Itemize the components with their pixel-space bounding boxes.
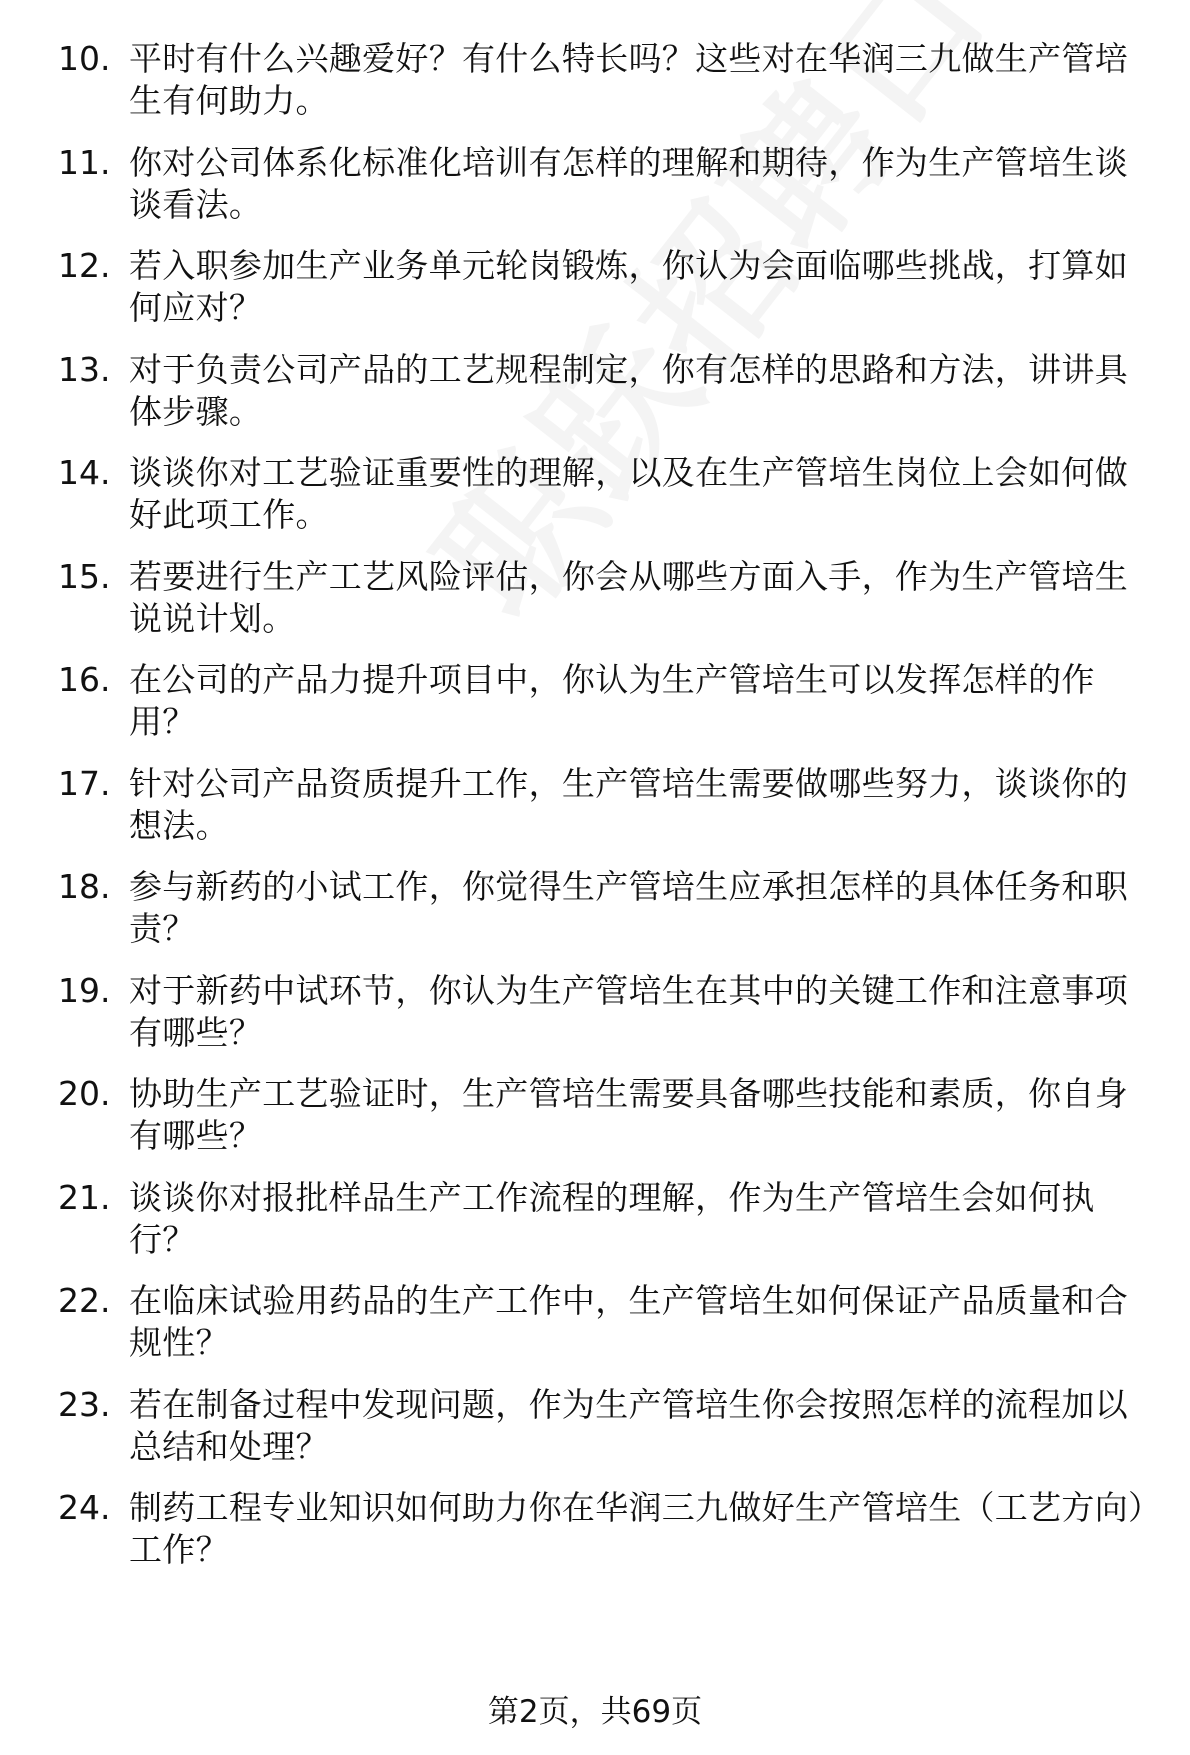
question-number: 20. xyxy=(58,1074,111,1113)
question-text: 在公司的产品力提升项目中，你认为生产管培生可以发挥怎样的作用？ xyxy=(129,660,1095,741)
question-text: 协助生产工艺验证时，生产管培生需要具备哪些技能和素质，你自身有哪些？ xyxy=(129,1074,1128,1155)
question-number: 17. xyxy=(58,763,111,803)
question-item xyxy=(58,1487,1148,1571)
question-item xyxy=(58,1384,1148,1468)
question-number: 10. xyxy=(58,39,111,78)
question-number: 18. xyxy=(58,867,111,906)
question-item xyxy=(58,1073,1148,1157)
question-number: 16. xyxy=(58,660,111,699)
question-item xyxy=(58,349,1148,433)
question-text: 平时有什么兴趣爱好？有什么特长吗？这些对在华润三九做生产管培生有何助力。 xyxy=(129,39,1128,120)
question-number: 22. xyxy=(58,1281,111,1320)
question-text: 对于负责公司产品的工艺规程制定，你有怎样的思路和方法，讲讲具体步骤。 xyxy=(129,349,1128,431)
question-item xyxy=(58,1280,1148,1364)
question-number: 11. xyxy=(58,142,111,182)
question-number: 14. xyxy=(58,453,111,492)
question-item xyxy=(58,142,1148,226)
question-number: 19. xyxy=(58,970,111,1010)
question-text: 若在制备过程中发现问题，作为生产管培生你会按照怎样的流程加以总结和处理？ xyxy=(129,1384,1128,1466)
question-item xyxy=(58,970,1148,1054)
question-text: 对于新药中试环节，你认为生产管培生在其中的关键工作和注意事项有哪些？ xyxy=(129,970,1128,1052)
question-text: 谈谈你对报批样品生产工作流程的理解，作为生产管培生会如何执行？ xyxy=(129,1177,1095,1259)
question-text: 在临床试验用药品的生产工作中，生产管培生如何保证产品质量和合规性？ xyxy=(129,1281,1128,1362)
question-number: 23. xyxy=(58,1384,111,1424)
question-item xyxy=(58,659,1148,743)
page-number: 第2页，共69页 xyxy=(487,1694,703,1730)
question-number: 12. xyxy=(58,246,111,285)
question-text: 针对公司产品资质提升工作，生产管培生需要做哪些努力，谈谈你的想法。 xyxy=(129,763,1128,845)
question-number: 13. xyxy=(58,349,111,389)
question-item xyxy=(58,866,1148,950)
question-item xyxy=(58,1177,1148,1261)
question-number: 15. xyxy=(58,556,111,596)
question-text: 谈谈你对工艺验证重要性的理解，以及在生产管培生岗位上会如何做好此项工作。 xyxy=(129,453,1128,534)
question-number: 24. xyxy=(58,1488,111,1527)
question-number: 21. xyxy=(58,1177,111,1217)
question-text: 若入职参加生产业务单元轮岗锻炼，你认为会面临哪些挑战，打算如何应对？ xyxy=(129,246,1128,327)
question-text: 你对公司体系化标准化培训有怎样的理解和期待，作为生产管培生谈谈看法。 xyxy=(129,142,1128,224)
question-text: 制药工程专业知识如何助力你在华润三九做好生产管培生（工艺方向）工作？ xyxy=(129,1488,1145,1569)
question-item xyxy=(58,763,1148,847)
question-list xyxy=(58,38,1148,1591)
question-item xyxy=(58,556,1148,640)
question-text: 参与新药的小试工作，你觉得生产管培生应承担怎样的具体任务和职责？ xyxy=(129,867,1128,948)
question-item xyxy=(58,452,1148,536)
question-item xyxy=(58,38,1148,122)
question-item xyxy=(58,245,1148,329)
question-text: 若要进行生产工艺风险评估，你会从哪些方面入手，作为生产管培生说说计划。 xyxy=(129,556,1128,638)
